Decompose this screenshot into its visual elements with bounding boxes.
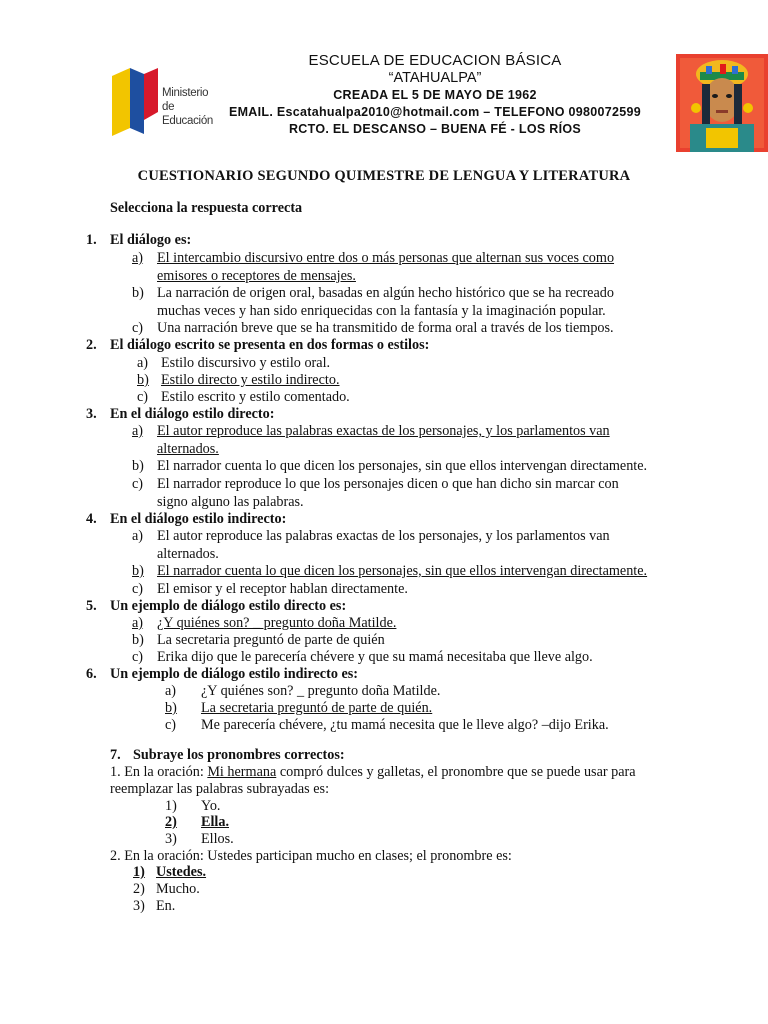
logo-line-1: Ministerio	[162, 87, 209, 99]
q2-option-a-letter: a)	[137, 355, 149, 371]
school-name: ESCUELA DE EDUCACION BÁSICA	[308, 52, 562, 69]
question-2-text: El diálogo escrito se presenta en dos formas o estilos:	[110, 337, 430, 353]
q3-option-b-line1: El narrador cuenta lo que dicen los personajes, sin que ellos intervengan directamente.	[157, 458, 648, 474]
question-1-number: 1.	[86, 232, 97, 248]
q7-part1-suffix: compró dulces y galletas, el pronombre que se puede usar para	[276, 764, 636, 780]
q1-option-c-line1: Una narración breve que se ha transmitido de forma oral a través de los tiempos.	[157, 320, 614, 336]
question-3-number: 3.	[86, 406, 97, 422]
q2-option-b-text: Estilo directo y estilo indirecto.	[161, 372, 340, 388]
q1-option-c-letter: c)	[132, 320, 144, 336]
q5-option-c-text: Erika dijo que le parecería chévere y que su mamá necesitaba que lleve algo.	[157, 649, 593, 665]
question-3-text: En el diálogo estilo directo:	[110, 406, 275, 422]
question-6-text: Un ejemplo de diálogo estilo indirecto es:	[110, 666, 358, 682]
q5-option-b-letter: b)	[132, 632, 144, 648]
q4-option-a-letter: a)	[132, 528, 144, 544]
atahualpa-portrait-image	[676, 54, 768, 152]
page-title: CUESTIONARIO SEGUNDO QUIMESTRE DE LENGUA Y LITERATURA	[137, 168, 631, 184]
q7-part2-option3-num: 3)	[133, 898, 145, 914]
q2-option-c-text: Estilo escrito y estilo comentado.	[161, 389, 350, 405]
q4-option-a-line1: El autor reproduce las palabras exactas de los personajes, y los parlamentos van	[157, 528, 610, 544]
q7-part1-line1	[110, 764, 636, 781]
q3-option-c-line2: signo alguno las palabras.	[157, 494, 304, 510]
q2-option-a-text: Estilo discursivo y estilo oral.	[161, 355, 331, 371]
q3-option-a-letter: a)	[132, 423, 144, 439]
q5-option-a-text: ¿Y quiénes son? _ pregunto doña Matilde.	[157, 615, 397, 631]
logo-line-3: Educación	[162, 115, 214, 127]
q6-option-b-text: La secretaria preguntó de parte de quién.	[201, 700, 433, 716]
q5-option-b-text: La secretaria preguntó de parte de quién	[157, 632, 385, 648]
q2-option-b-letter: b)	[137, 372, 149, 388]
question-6-number: 6.	[86, 666, 97, 682]
q3-option-a-line1: El autor reproduce las palabras exactas de los personajes, y los parlamentos van	[157, 423, 610, 439]
q7-part1-option1: Yo.	[201, 798, 221, 814]
q7-part2-option2-num: 2)	[133, 881, 145, 897]
q7-part2-option3: En.	[156, 898, 176, 914]
q1-option-a-line2: emisores o receptores de mensajes.	[157, 268, 356, 284]
q3-option-b-letter: b)	[132, 458, 144, 474]
contact-info: EMAIL. Escatahualpa2010@hotmail.com – TELEFONO 0980072599	[228, 105, 642, 119]
q1-option-b-line1: La narración de origen oral, basadas en algún hecho histórico que se ha recreado	[157, 285, 614, 301]
q4-option-c-line1: El emisor y el receptor hablan directamente.	[157, 581, 408, 597]
q6-option-a-letter: a)	[165, 683, 177, 699]
q7-part1-option2: Ella.	[201, 814, 229, 830]
question-4-text: En el diálogo estilo indirecto:	[110, 511, 287, 527]
question-4-number: 4.	[86, 511, 97, 527]
q7-part2-option1: Ustedes.	[156, 864, 207, 880]
q4-option-c-letter: c)	[132, 581, 144, 597]
question-7-number: 7.	[110, 747, 121, 763]
question-2-number: 2.	[86, 337, 97, 353]
q7-part1-option1-num: 1)	[165, 798, 177, 814]
question-5-number: 5.	[86, 598, 97, 614]
q4-option-b-letter: b)	[132, 563, 144, 579]
header-text	[200, 52, 670, 138]
q4-option-a-line2: alternados.	[157, 546, 219, 562]
founded-date: CREADA EL 5 DE MAYO DE 1962	[333, 88, 537, 102]
instruction: Selecciona la respuesta correcta	[110, 200, 303, 216]
q6-option-c-text: Me parecería chévere, ¿tu mamá necesita que le lleve algo? –dijo Erika.	[201, 717, 609, 733]
q1-option-a-letter: a)	[132, 250, 144, 266]
q5-option-c-letter: c)	[132, 649, 144, 665]
q3-option-a-line2: alternados.	[157, 441, 219, 457]
school-location: RCTO. EL DESCANSO – BUENA FÉ - LOS RÍOS	[288, 122, 582, 136]
q7-part2-option2: Mucho.	[156, 881, 200, 897]
q7-part2-line: 2. En la oración: Ustedes participan mucho en clases; el pronombre es:	[110, 848, 512, 864]
question-5-text: Un ejemplo de diálogo estilo directo es:	[110, 598, 347, 614]
q3-option-c-line1: El narrador reproduce lo que los personajes dicen o que han dicho sin marcar con	[157, 476, 619, 492]
q7-part1-prefix: 1. En la oración:	[110, 764, 208, 780]
q1-option-a-line1: El intercambio discursivo entre dos o más personas que alternan sus voces como	[157, 250, 615, 266]
question-1-text: El diálogo es:	[110, 232, 192, 248]
q7-part1-option2-num: 2)	[165, 814, 177, 830]
q7-part1-line2: reemplazar las palabras subrayadas es:	[110, 781, 330, 797]
q3-option-c-letter: c)	[132, 476, 144, 492]
q6-option-c-letter: c)	[165, 717, 177, 733]
q6-option-a-text: ¿Y quiénes son? _ pregunto doña Matilde.	[201, 683, 441, 699]
logo-line-2: de	[162, 101, 175, 113]
school-header	[0, 48, 768, 158]
q4-option-b-line1: El narrador cuenta lo que dicen los personajes, sin que ellos intervengan directamente.	[157, 563, 648, 579]
q7-part2-option1-num: 1)	[133, 864, 145, 880]
q7-part1-option3: Ellos.	[201, 831, 234, 847]
q7-part1-option3-num: 3)	[165, 831, 177, 847]
q7-part1-underlined: Mi hermana	[207, 764, 277, 780]
q6-option-b-letter: b)	[165, 700, 177, 716]
question-7-text: Subraye los pronombres correctos:	[133, 747, 345, 763]
q5-option-a-letter: a)	[132, 615, 144, 631]
q1-option-b-letter: b)	[132, 285, 144, 301]
q1-option-b-line2: muchas veces y han sido enriquecidas con la fantasía y la imaginación popular.	[157, 303, 606, 319]
q2-option-c-letter: c)	[137, 389, 149, 405]
school-title: “ATAHUALPA”	[388, 70, 482, 86]
